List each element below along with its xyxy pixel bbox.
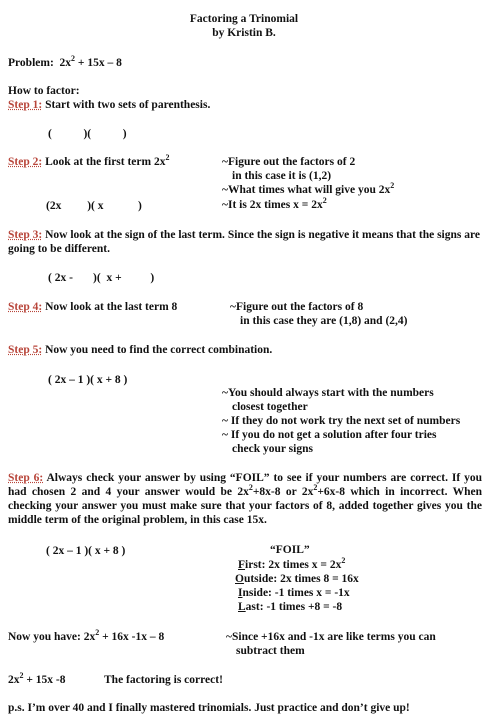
step1-line bbox=[8, 98, 210, 112]
step2-expr: (2x )( x ) bbox=[46, 200, 142, 212]
step3-label: Step 3: bbox=[8, 229, 43, 241]
how-to-heading: How to factor: bbox=[8, 85, 80, 97]
now-line: Now you have: $2x^2 + 16x$ -1x – 8 bbox=[8, 628, 165, 643]
step1-label: Step 1: bbox=[8, 99, 43, 111]
problem-label: Problem: bbox=[8, 57, 54, 69]
step2-note-1: ~Figure out the factors of 2 bbox=[222, 156, 356, 168]
step5-line bbox=[8, 343, 272, 357]
result-expr: $2x^2 + 15x$ -8 bbox=[8, 671, 66, 686]
problem-expr-a: 2x bbox=[59, 57, 72, 69]
now-note-1: ~Since +16x and -1x are like terms you can bbox=[226, 631, 436, 643]
step4-text: Now look at the last term 8 bbox=[45, 301, 178, 313]
foil-outside: Outside: 2x times 8 = 16x bbox=[235, 573, 359, 585]
step2-text: Look at the first term 2x bbox=[45, 156, 166, 168]
result-text: The factoring is correct! bbox=[104, 674, 223, 686]
step5-text: Now you need to find the correct combination. bbox=[45, 344, 273, 356]
step6-label: Step 6: bbox=[8, 472, 44, 484]
document-author: by Kristin B. bbox=[212, 27, 276, 39]
step4-label: Step 4: bbox=[8, 301, 43, 313]
step2-note-2: in this case it is (1,2) bbox=[232, 170, 332, 182]
foil-first: First: 2x times $x = 2x^2$ bbox=[238, 556, 346, 571]
problem-line bbox=[8, 56, 122, 70]
foil-last: Last: -1 times +8 = -8 bbox=[238, 601, 343, 613]
step4-note-2: in this case they are (1,8) and (2,4) bbox=[240, 315, 408, 327]
step5-note-1: ~You should always start with the numbers bbox=[222, 387, 434, 399]
step3-expr: ( 2x - )( x + ) bbox=[48, 272, 155, 284]
document-title: Factoring a Trinomial bbox=[189, 13, 299, 25]
step1-text: Start with two sets of parenthesis. bbox=[45, 99, 211, 111]
now-note-2: subtract them bbox=[236, 645, 305, 657]
step2-line bbox=[8, 155, 169, 169]
step2-note-3: ~What times what will give you $2x^2$ bbox=[222, 181, 395, 196]
step2-label: Step 2: bbox=[8, 156, 43, 168]
step5-expr: ( 2x – 1 )( x + 8 ) bbox=[48, 374, 128, 386]
step5-note-4: ~ If you do not get a solution after four tries bbox=[222, 429, 437, 441]
foil-inside: Inside: -1 times x = -1x bbox=[238, 587, 350, 599]
step5-note-5: check your signs bbox=[232, 443, 313, 455]
step2-exp: 2 bbox=[165, 153, 170, 163]
step5-note-3: ~ If they do not work try the next set of numbers bbox=[222, 415, 461, 427]
problem-exp: 2 bbox=[71, 54, 76, 64]
step5-note-2: closest together bbox=[232, 401, 308, 413]
postscript: p.s. I’m over 40 and I finally mastered trinomials. Just practice and don’t give up! bbox=[8, 702, 410, 714]
step2-note-4: ~It is 2x times $x = 2x^2$ bbox=[222, 196, 327, 211]
step6-paragraph: Step 6: Always check your answer by using “FOIL” to see if your numbers are correct. If you had chosen 2 and 4 your answer would be $2x^2+8x-8$ or $2x^2+6x-8$ which in incorrect. When checking your answer you must make sure that your factors of 8, added together gives you the middle term of the original problem, in this case 15x. bbox=[8, 472, 482, 526]
step3-paragraph bbox=[8, 228, 480, 256]
step4-line bbox=[8, 300, 177, 314]
step4-note-1: ~Figure out the factors of 8 bbox=[230, 301, 364, 313]
step6-expr: ( 2x – 1 )( x + 8 ) bbox=[46, 545, 126, 557]
step3-text: Now look at the sign of the last term. Since the sign is negative it means that the signs are going to be different. bbox=[8, 229, 480, 255]
problem-expr-b: + 15x – 8 bbox=[75, 57, 122, 69]
step5-label: Step 5: bbox=[8, 344, 43, 356]
step1-parens: ( )( ) bbox=[48, 128, 127, 140]
foil-title: “FOIL” bbox=[270, 544, 310, 556]
